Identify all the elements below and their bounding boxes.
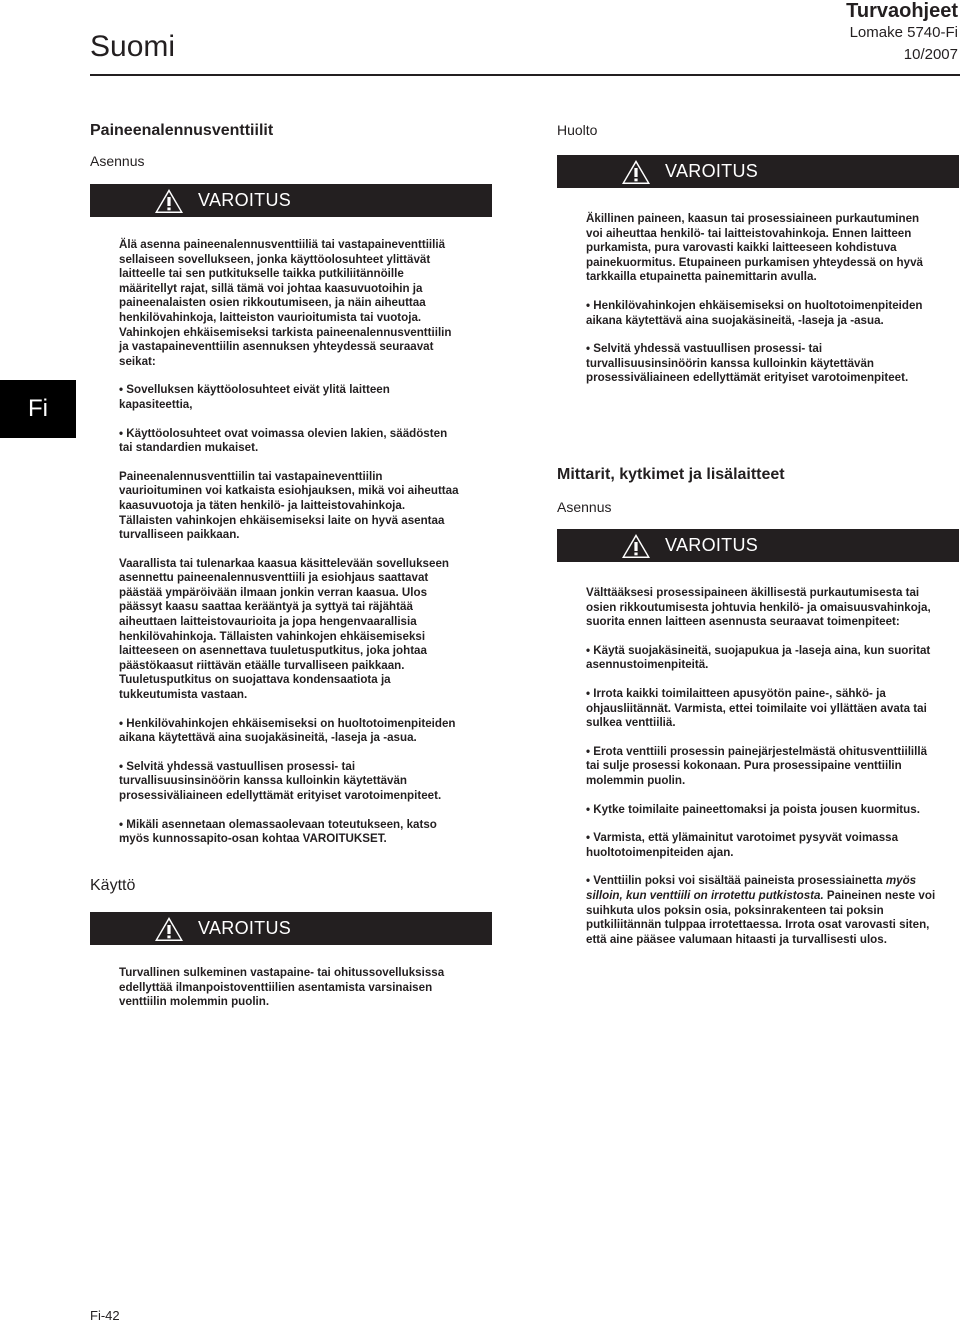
bullet-italic-text: myös silloin, kun venttiili on irrotettu putkistosta. [586, 874, 917, 902]
section-title: Paineenalennusventtiilit [90, 122, 274, 139]
form-number: Lomake 5740-Fi [849, 24, 958, 41]
warning-label: VAROITUS [198, 190, 292, 210]
list-item: • Varmista, että ylämainitut varotoimet pysyvät voimassa huoltotoimenpiteiden ajan. [586, 831, 936, 860]
gauges-paragraph: Välttääksesi prosessipaineen äkillisestä purkautumisesta tai osien rikkoutumisesta johtuvia henkilö- ja omaisuusvahinkoja, suorita ennen laitteen asennusta seuraavat toimenpiteet: [586, 586, 931, 629]
header-info [846, 0, 958, 66]
gauges-title: Mittarit, kytkimet ja lisälaitteet [557, 466, 785, 483]
list-item: • Selvitä yhdessä vastuullisen prosessi- tai turvallisuusinsinöörin kanssa kulloinkin käytettävän prosessiväliaineen edellyttämät erityiset varotoimenpiteet. [586, 342, 931, 386]
warning-bar-gauges [557, 529, 959, 562]
doc-title: Turvaohjeet [846, 0, 958, 22]
service-warning-text [586, 212, 931, 400]
warning-triangle-icon [154, 188, 184, 214]
language-title: Suomi [90, 30, 176, 63]
warning-bar-service [557, 155, 959, 188]
gauges-warning-text [586, 586, 936, 961]
page-number: Fi-42 [90, 1308, 120, 1323]
doc-date: 10/2007 [903, 46, 958, 63]
warning-bar-use [90, 912, 492, 945]
bullet-text: Venttiilin poksi voi sisältää paineista prosessiainetta [593, 874, 883, 888]
list-item: • Käyttöolosuhteet ovat voimassa olevien lakien, säädösten tai standardien mukaiset. [119, 427, 459, 456]
list-item: • Irrota kaikki toimilaitteen apusyötön paine-, sähkö- ja ohjausliitännät. Varmista, ettei toimilaite voi yllättäen avata tai sulkea venttiiliä. [586, 687, 936, 731]
warning-label: VAROITUS [665, 535, 759, 555]
list-item: • Mikäli asennetaan olemassaolevaan toteutukseen, katso myös kunnossapito-osan kohtaa VAROITUKSET. [119, 818, 459, 847]
warning-triangle-icon [621, 159, 651, 185]
list-item: • Henkilövahinkojen ehkäisemiseksi on huoltotoimenpiteiden aikana käytettävä aina suojakäsineitä, -laseja ja -asua. [586, 299, 931, 328]
use-warning-paragraph: Turvallinen sulkeminen vastapaine- tai ohitussovelluksissa edellyttää ilmanpoistoventtiilien asentamista varsinaisen venttiilin molemmin puolin. [119, 966, 445, 1009]
list-item [586, 874, 936, 947]
warning-bar-install [90, 184, 492, 217]
language-tab: Fi [0, 380, 76, 438]
header-divider [90, 74, 960, 76]
install-warning-text [119, 238, 459, 861]
list-item: • Selvitä yhdessä vastuullisen prosessi- tai turvallisuusinsinöörin kanssa kulloinkin käytettävän prosessiväliaineen edellyttämät erityiset varotoimenpiteet. [119, 760, 459, 804]
bullet-text: Paineinen neste voi suihkuta ulos poksin osia, poksinrakenteen tai poksin putkiliitännän tulppaa irrotettaessa. Irrota osat varovasti siten, että aine pääsee valumaan hitaasti ja turvallisesti ulos. [586, 888, 936, 946]
use-heading: Käyttö [90, 877, 136, 894]
install-paragraph: Paineenalennusventtiilin tai vastapaineventtiilin vaurioituminen voi katkaista esiohjauksen, mikä voi aiheuttaa kaasuvuotoja ja täten henkilö- ja laitteistovahinkoja. Tällaisten vahinkojen ehkäisemiseksi laite on hyvä asentaa turvalliseen paikkaan. [119, 469, 459, 542]
warning-label: VAROITUS [198, 918, 292, 938]
use-warning-text [119, 966, 459, 1024]
service-paragraph: Äkillinen paineen, kaasun tai prosessiaineen purkautuminen voi aiheuttaa henkilö- tai laitteistovahinkoja. Ennen laitteen purkamista, pura varovasti kaikki laitteeseen kohdistuva painekuormitus. Etupaineen purkamisen yhteydessä on hyvä tarkkailla etupainetta painemittarin avulla. [586, 212, 923, 284]
list-item: • Erota venttiili prosessin painejärjestelmästä ohitusventtiilillä tai sulje prosessi kokonaan. Pura prosessipaine venttiilin molemmin puolin. [586, 745, 936, 789]
warning-triangle-icon [154, 916, 184, 942]
list-item: • Kytke toimilaite paineettomaksi ja poista jousen kuormitus. [586, 803, 936, 818]
install-warning-paragraph: Älä asenna paineenalennusventtiiliä tai vastapaineventtiiliä sellaiseen sovellukseen, jonka käyttöolosuhteet ylittävät laitteelle tai sen putkitukselle taikka putkiliitännöille määritellyt rajat, sillä tämä voi johtaa kaasuvuotoihin ja paineenalaisten osien rikkoutumiseen, ja näin aiheuttaa henkilövahinkoja, laitteiston vaurioitumista tai vuotoja. Vahinkojen ehkäisemiseksi tarkista paineenalennusventtiilin ja vastapaineventtiilin asennuksen yhteydessä seuraavat seikat: [119, 238, 452, 368]
list-item: • Henkilövahinkojen ehkäisemiseksi on huoltotoimenpiteiden aikana käytettävä aina suojakäsineitä, -laseja ja -asua. [119, 717, 459, 746]
warning-triangle-icon [621, 533, 651, 559]
install-paragraph: Vaarallista tai tulenarkaa kaasua käsittelevään sovellukseen asennettu paineenalennusventtiili ja esiohjaus saattavat päästää ympäröivään ilmaan jonkin verran kaasua. Ulos päässyt kaasu saattaa kerääntyä ja syttyä tai räjähtää aiheuttaen laitteistovaurioita ja jopa hengenvaarallisia henkilövahinkoja. Tällaisten vahinkojen ehkäisemiseksi laitteeseen on asennettava tuuletusputkitus, joka johtaa päästökaasut riittävän etäälle turvalliseen paikkaan. Tuuletusputkitus on suojattava kondensaatiota ja tukkeutumista vastaan. [119, 556, 449, 702]
gauges-install-heading: Asennus [557, 499, 612, 515]
service-heading: Huolto [557, 122, 598, 138]
install-heading: Asennus [90, 153, 145, 169]
list-item: • Käytä suojakäsineitä, suojapukua ja -laseja aina, kun suoritat asennustoimenpiteitä. [586, 644, 936, 673]
list-item: • Sovelluksen käyttöolosuhteet eivät ylitä laitteen kapasiteettia, [119, 383, 459, 412]
warning-label: VAROITUS [665, 161, 759, 181]
